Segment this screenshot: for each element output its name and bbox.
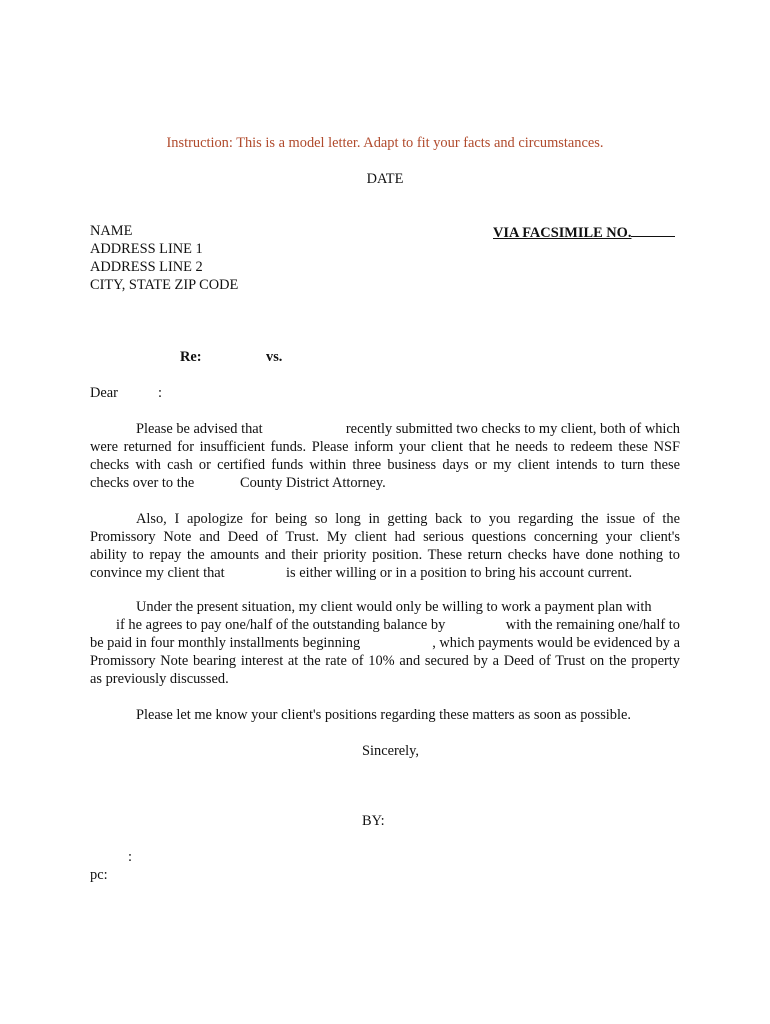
recipient-address-line-2: ADDRESS LINE 2 — [90, 259, 203, 275]
pc-label: pc: — [90, 867, 108, 883]
via-facsimile-line — [493, 224, 675, 242]
p3-line1: Under the present situation, my client would only be willing to work a payment plan with — [136, 599, 652, 615]
p1-line1-part1: Please be advised that — [136, 421, 263, 437]
paragraph-1 — [90, 420, 680, 492]
p2-line1: Also, I apologize for being so long in getting back to you regarding the issue of the — [136, 511, 680, 527]
p2-line4-part1: convince my client that — [90, 565, 225, 581]
facsimile-number-blank — [631, 226, 675, 237]
paragraph-2 — [90, 510, 680, 582]
p3-line5: as previously discussed. — [90, 671, 229, 687]
p1-line4-part1: checks over to the — [90, 475, 195, 491]
instruction-note: Instruction: This is a model letter. Adapt to fit your facts and circumstances. — [166, 135, 604, 151]
paragraph-4: Please let me know your client's positions regarding these matters as soon as possible. — [136, 707, 631, 723]
re-vs: vs. — [266, 349, 283, 365]
salutation-dear: Dear — [90, 385, 118, 401]
p3-line3-part1: be paid in four monthly installments beginning — [90, 635, 361, 651]
paragraph-3 — [90, 598, 680, 688]
p2-line3: ability to repay the amounts and their priority position. These return checks have done nothing to — [90, 547, 680, 563]
salutation-colon: : — [158, 385, 162, 401]
recipient-name: NAME — [90, 223, 133, 239]
re-label: Re: — [180, 349, 202, 365]
p2-line4-part2: is either willing or in a position to bring his account current. — [286, 565, 633, 581]
enclosure-colon: : — [128, 849, 132, 865]
p1-line4-part2: County District Attorney. — [240, 475, 386, 491]
p3-line2-part2: with the remaining one/half to — [505, 617, 680, 633]
closing-sincerely: Sincerely, — [362, 743, 420, 759]
recipient-city-state-zip: CITY, STATE ZIP CODE — [90, 277, 239, 293]
p3-line4: Promissory Note bearing interest at the rate of 10% and secured by a Deed of Trust on the property — [90, 653, 680, 669]
p1-line1-part2: recently submitted two checks to my client, both of which — [345, 421, 680, 437]
p3-line2-part1: if he agrees to pay one/half of the outstanding balance by — [116, 617, 446, 633]
p2-line2: Promissory Note and Deed of Trust. My client had serious questions concerning your client's — [90, 529, 680, 545]
via-facsimile-label: VIA FACSIMILE NO. — [493, 225, 632, 241]
p3-line3-part2: , which payments would be evidenced by a — [432, 635, 680, 651]
letter-date: DATE — [366, 171, 404, 187]
p1-line2: were returned for insufficient funds. Please inform your client that he needs to redeem these NSF — [90, 439, 680, 455]
recipient-address-line-1: ADDRESS LINE 1 — [90, 241, 203, 257]
signature-by: BY: — [362, 813, 385, 829]
p1-line3: checks with cash or certified funds within three business days or my client intends to turn these — [90, 457, 680, 473]
